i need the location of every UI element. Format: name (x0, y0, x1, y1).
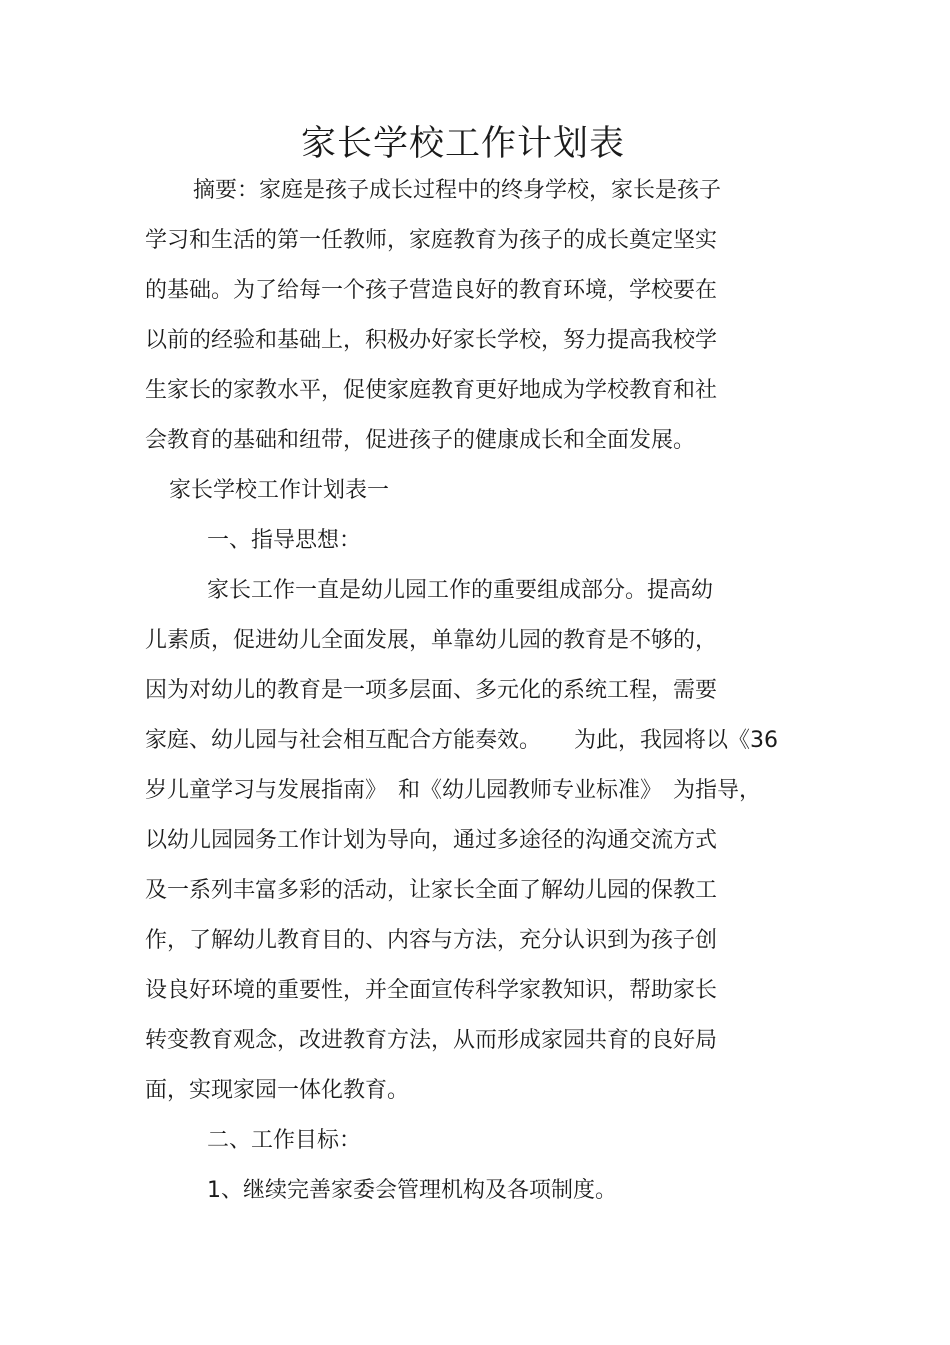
subheading-guiding-thought: 一、指导思想： (207, 528, 362, 553)
paragraph-line-2: 儿素质，促进幼儿全面发展，单靠幼儿园的教育是不够的， (145, 628, 718, 653)
paragraph-line-5: 岁儿童学习与发展指南》 和《幼儿园教师专业标准》 为指导， (145, 778, 762, 803)
abstract-line-3: 的基础。为了给每一个孩子营造良好的教育环境，学校要在 (145, 278, 718, 303)
abstract-line-1: 摘要：家庭是孩子成长过程中的终身学校，家长是孩子 (193, 178, 722, 203)
paragraph-line-1: 家长工作一直是幼儿园工作的重要组成部分。提高幼 (207, 578, 714, 603)
paragraph-line-9: 设良好环境的重要性，并全面宣传科学家教知识，帮助家长 (145, 978, 718, 1003)
paragraph-line-11: 面，实现家园一体化教育。 (145, 1078, 410, 1103)
paragraph-line-4: 家庭、幼儿园与社会相互配合方能奏效。 为此，我园将以《36 (145, 728, 778, 753)
goal-item-1: 1、继续完善家委会管理机构及各项制度。 (207, 1178, 617, 1203)
abstract-line-5: 生家长的家教水平，促使家庭教育更好地成为学校教育和社 (145, 378, 718, 403)
abstract-line-4: 以前的经验和基础上，积极办好家长学校，努力提高我校学 (145, 328, 718, 353)
document-title: 家长学校工作计划表 (300, 124, 625, 164)
paragraph-line-3: 因为对幼儿的教育是一项多层面、多元化的系统工程，需要 (145, 678, 718, 703)
abstract-line-6: 会教育的基础和纽带，促进孩子的健康成长和全面发展。 (145, 428, 696, 453)
section-heading: 家长学校工作计划表一 (169, 478, 390, 503)
paragraph-line-10: 转变教育观念，改进教育方法，从而形成家园共育的良好局 (145, 1028, 718, 1053)
paragraph-line-6: 以幼儿园园务工作计划为导向，通过多途径的沟通交流方式 (145, 828, 718, 853)
abstract-line-2: 学习和生活的第一任教师，家庭教育为孩子的成长奠定坚实 (145, 228, 718, 253)
paragraph-line-7: 及一系列丰富多彩的活动，让家长全面了解幼儿园的保教工 (145, 878, 718, 903)
paragraph-line-8: 作，了解幼儿教育目的、内容与方法，充分认识到为孩子创 (145, 928, 718, 953)
subheading-work-goals: 二、工作目标： (207, 1128, 362, 1153)
